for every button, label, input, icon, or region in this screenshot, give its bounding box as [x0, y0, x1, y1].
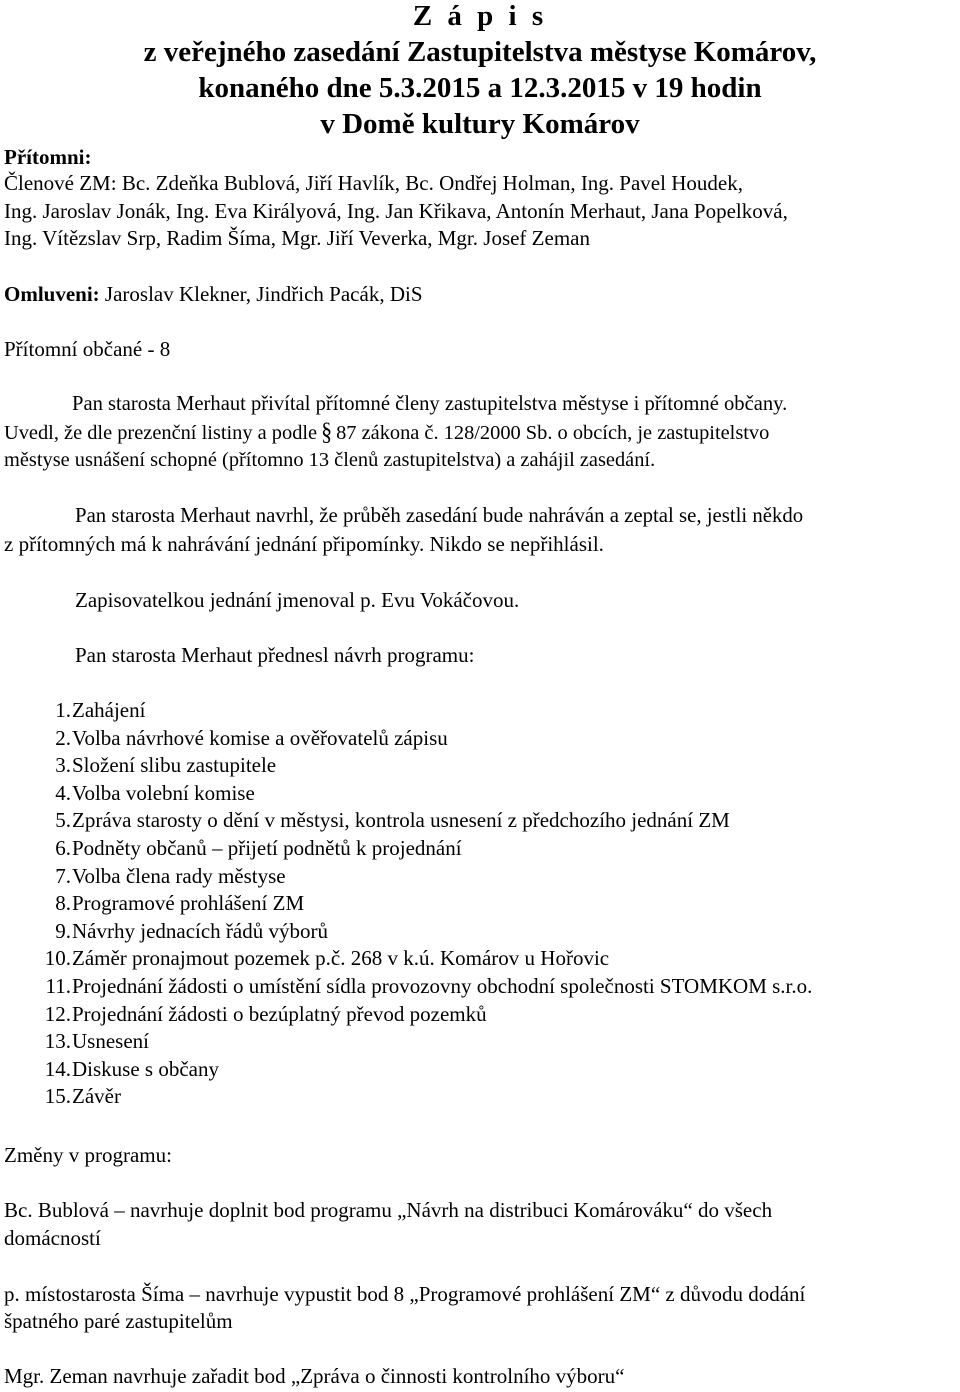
list-item	[28, 835, 462, 863]
list-item-text: Projednání žádosti o umístění sídla provozovny obchodní společnosti STOMKOM s.r.o.	[72, 973, 813, 998]
list-item-text: Zpráva starosty o dění v městysi, kontrola usnesení z předchozího jednání ZM	[72, 808, 730, 833]
document-title	[0, 0, 960, 142]
section-sign: §	[321, 417, 333, 446]
present-line-1: Členové ZM: Bc. Zdeňka Bublová, Jiří Havlík, Bc. Ondřej Holman, Ing. Pavel Houdek,	[4, 171, 743, 195]
change1-line-2: domácností	[4, 1226, 101, 1250]
program-list	[28, 697, 813, 1111]
list-item-number: 5.	[55, 808, 71, 833]
recorder-line: Zapisovatelkou jednání jmenoval p. Evu Vokáčovou.	[75, 588, 520, 612]
title-line-4: v Domě kultury Komárov	[320, 108, 640, 140]
para1-line-2b: 87 zákona č. 128/2000 Sb. o obcích, je zastupitelstvo	[336, 422, 770, 444]
list-item-text: Volba návrhové komise a ověřovatelů zápisu	[72, 725, 448, 750]
list-item-text: Volba člena rady městyse	[72, 863, 286, 888]
title-line-3: konaného dne 5.3.2015 a 12.3.2015 v 19 hodin	[198, 72, 762, 104]
list-item-number: 6.	[55, 835, 71, 860]
list-item	[28, 1028, 149, 1056]
title-line-2: z veřejného zasedání Zastupitelstva městyse Komárov,	[143, 36, 817, 68]
present-line-2: Ing. Jaroslav Jonák, Ing. Eva Királyová, Ing. Jan Křikava, Antonín Merhaut, Jana Popelková,	[4, 199, 788, 223]
list-item	[28, 1083, 121, 1111]
list-item-text: Volba volební komise	[72, 780, 255, 805]
list-item-number: 13.	[44, 1029, 71, 1054]
list-item-text: Projednání žádosti o bezúplatný převod pozemků	[72, 1001, 487, 1026]
list-item	[28, 918, 328, 946]
list-item	[28, 1001, 487, 1029]
list-item-text: Záměr pronajmout pozemek p.č. 268 v k.ú. Komárov u Hořovic	[72, 946, 610, 971]
para1-line-2a: Uvedl, že dle prezenční listiny a podle	[4, 422, 318, 444]
change2-line-1: p. místostarosta Šíma – navrhuje vypustit bod 8 „Programové prohlášení ZM“ z důvodu dodání	[4, 1282, 806, 1306]
change1-line-1: Bc. Bublová – navrhuje doplnit bod programu „Návrh na distribuci Komárováku“ do všech	[4, 1198, 773, 1222]
list-item-text: Návrhy jednacích řádů výborů	[72, 918, 328, 943]
para1-line-1: Pan starosta Merhaut přivítal přítomné členy zastupitelstva městyse i přítomné občany.	[72, 393, 788, 415]
changes-label: Změny v programu:	[4, 1143, 172, 1167]
list-item-number: 4.	[55, 780, 71, 805]
para1-line-3: městyse usnášení schopné (přítomno 13 členů zastupitelstva) a zahájil zasedání.	[4, 449, 656, 471]
list-item	[28, 752, 277, 780]
list-item-text: Programové prohlášení ZM	[72, 891, 305, 916]
list-item-number: 3.	[55, 753, 71, 778]
list-item-number: 12.	[44, 1001, 71, 1026]
para2-line-2: z přítomných má k nahrávání jednání připomínky. Nikdo se nepřihlásil.	[4, 532, 604, 556]
list-item-text: Podněty občanů – přijetí podnětů k projednání	[72, 835, 462, 860]
list-item	[28, 725, 448, 753]
list-item	[28, 945, 610, 973]
list-item-number: 8.	[55, 891, 71, 916]
list-item-number: 7.	[55, 863, 71, 888]
para2-line-1: Pan starosta Merhaut navrhl, že průběh zasedání bude nahráván a zeptal se, jestli někdo	[75, 504, 804, 527]
list-item-text: Diskuse s občany	[72, 1056, 219, 1081]
list-item	[28, 697, 146, 725]
list-item-text: Zahájení	[72, 698, 146, 722]
list-item-text: Usnesení	[72, 1029, 149, 1054]
present-line-3: Ing. Vítězslav Srp, Radim Šíma, Mgr. Jiří Veverka, Mgr. Josef Zeman	[4, 226, 590, 250]
list-item-number: 2.	[55, 725, 71, 750]
present-label: Přítomni:	[4, 145, 92, 169]
list-item	[28, 890, 305, 918]
excused-line	[4, 280, 423, 308]
list-item	[28, 780, 255, 808]
list-item-number: 10.	[44, 946, 71, 971]
list-item-number: 14.	[44, 1056, 71, 1081]
list-item-number: 1.	[55, 698, 71, 722]
excused-label: Omluveni:	[4, 282, 100, 306]
list-item-text: Závěr	[72, 1084, 121, 1109]
change3-line-1: Mgr. Zeman navrhuje zařadit bod „Zpráva o činnosti kontrolního výboru“	[4, 1364, 625, 1388]
list-item	[28, 863, 286, 891]
para1-line-2	[4, 418, 769, 447]
list-item-text: Složení slibu zastupitele	[72, 753, 277, 778]
list-item-number: 9.	[55, 918, 71, 943]
list-item	[28, 807, 730, 835]
change2-line-2: špatného paré zastupitelům	[4, 1309, 233, 1333]
citizens-present: Přítomní občané - 8	[4, 337, 171, 361]
list-item-number: 15.	[44, 1084, 71, 1109]
list-item	[28, 1056, 219, 1084]
list-item-number: 11.	[45, 973, 71, 998]
program-intro: Pan starosta Merhaut přednesl návrh programu:	[75, 643, 475, 667]
title-line-1: Z á p i s	[412, 0, 548, 32]
excused-names: Jaroslav Klekner, Jindřich Pacák, DiS	[99, 282, 423, 306]
list-item	[28, 973, 813, 1001]
